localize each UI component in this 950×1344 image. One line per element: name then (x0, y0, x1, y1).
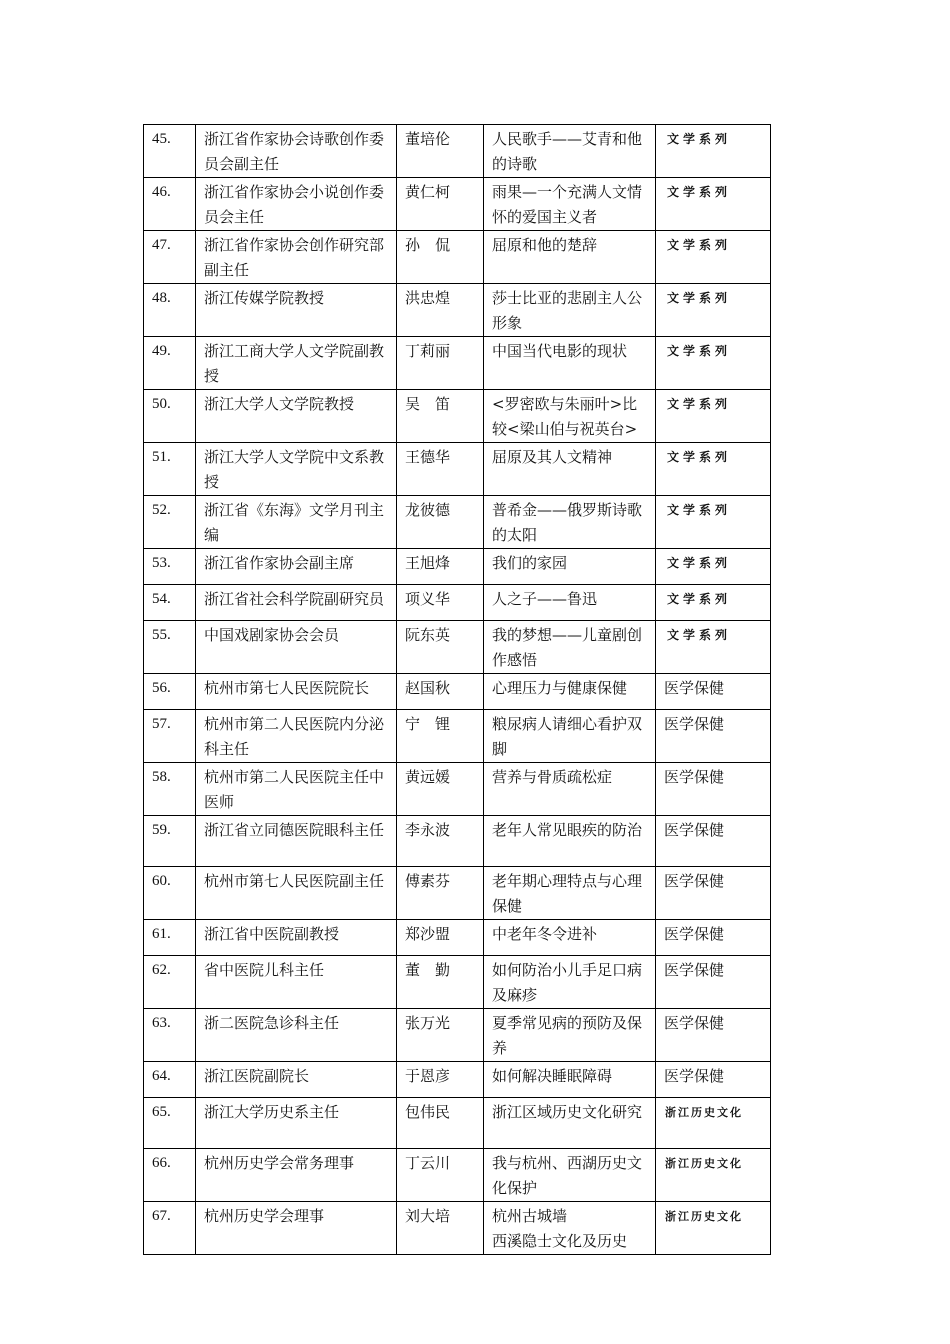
speaker-name: 傅素芬 (397, 867, 484, 920)
speaker-name: 黄远媛 (397, 763, 484, 816)
table-row (144, 231, 771, 284)
table-row (144, 549, 771, 585)
speaker-name: 吴 笛 (397, 390, 484, 443)
speaker-title: 浙江省《东海》文学月刊主编 (196, 496, 397, 549)
speaker-title: 浙江工商大学人文学院副教授 (196, 337, 397, 390)
speaker-name: 刘大培 (397, 1202, 484, 1255)
table-row (144, 284, 771, 337)
row-number: 66. (144, 1149, 196, 1202)
lecture-category: 文学系列 (656, 390, 771, 443)
lecture-category: 文学系列 (656, 337, 771, 390)
lecture-category: 医学保健 (656, 1009, 771, 1062)
table-row (144, 1202, 771, 1255)
speaker-title: 浙江传媒学院教授 (196, 284, 397, 337)
row-number: 60. (144, 867, 196, 920)
speaker-title: 杭州历史学会理事 (196, 1202, 397, 1255)
speaker-title: 浙江大学人文学院教授 (196, 390, 397, 443)
row-number: 61. (144, 920, 196, 956)
row-number: 57. (144, 710, 196, 763)
lecture-category: 文学系列 (656, 549, 771, 585)
lecture-category: 医学保健 (656, 867, 771, 920)
speaker-title: 省中医院儿科主任 (196, 956, 397, 1009)
lecture-topic: 粮尿病人请细心看护双脚 (484, 710, 656, 763)
lecture-topic: 营养与骨质疏松症 (484, 763, 656, 816)
table-body (144, 125, 771, 1255)
row-number: 63. (144, 1009, 196, 1062)
lecture-category: 文学系列 (656, 443, 771, 496)
table-row (144, 337, 771, 390)
speaker-name: 郑沙盟 (397, 920, 484, 956)
lecture-category: 浙江历史文化 (656, 1202, 771, 1255)
lecture-topic: <罗密欧与朱丽叶>比较<梁山伯与祝英台> (484, 390, 656, 443)
lecture-topic: 如何防治小儿手足口病及麻疹 (484, 956, 656, 1009)
table-row (144, 710, 771, 763)
speaker-name: 董 勤 (397, 956, 484, 1009)
speaker-title: 浙江省作家协会创作研究部副主任 (196, 231, 397, 284)
speaker-name: 宁 锂 (397, 710, 484, 763)
speaker-name: 孙 侃 (397, 231, 484, 284)
table-row (144, 1149, 771, 1202)
lecture-topic: 老年人常见眼疾的防治 (484, 816, 656, 867)
row-number: 51. (144, 443, 196, 496)
lecture-topic: 杭州古城墙 西溪隐士文化及历史 (484, 1202, 656, 1255)
table-row (144, 920, 771, 956)
table-row (144, 125, 771, 178)
row-number: 54. (144, 585, 196, 621)
lecture-category: 文学系列 (656, 178, 771, 231)
lecture-topic: 浙江区域历史文化研究 (484, 1098, 656, 1149)
speaker-title: 浙江医院副院长 (196, 1062, 397, 1098)
speaker-name: 李永波 (397, 816, 484, 867)
row-number: 49. (144, 337, 196, 390)
speaker-title: 杭州市第二人民医院主任中医师 (196, 763, 397, 816)
table-row (144, 674, 771, 710)
lecture-category: 文学系列 (656, 496, 771, 549)
speaker-name: 于恩彦 (397, 1062, 484, 1098)
speaker-name: 王旭烽 (397, 549, 484, 585)
table-row (144, 443, 771, 496)
row-number: 52. (144, 496, 196, 549)
speaker-title: 浙江省作家协会诗歌创作委员会副主任 (196, 125, 397, 178)
table-row (144, 585, 771, 621)
speaker-name: 龙彼德 (397, 496, 484, 549)
lecture-category: 文学系列 (656, 585, 771, 621)
speaker-title: 杭州市第七人民医院院长 (196, 674, 397, 710)
row-number: 62. (144, 956, 196, 1009)
speaker-title: 杭州市第七人民医院副主任 (196, 867, 397, 920)
speaker-name: 丁云川 (397, 1149, 484, 1202)
speaker-name: 阮东英 (397, 621, 484, 674)
speaker-title: 中国戏剧家协会会员 (196, 621, 397, 674)
table-row (144, 1009, 771, 1062)
lecturer-table (143, 124, 771, 1255)
speaker-title: 浙江大学人文学院中文系教授 (196, 443, 397, 496)
lecture-topic: 莎士比亚的悲剧主人公形象 (484, 284, 656, 337)
row-number: 47. (144, 231, 196, 284)
lecture-topic: 我们的家园 (484, 549, 656, 585)
speaker-name: 张万光 (397, 1009, 484, 1062)
row-number: 64. (144, 1062, 196, 1098)
row-number: 46. (144, 178, 196, 231)
table-row (144, 956, 771, 1009)
row-number: 59. (144, 816, 196, 867)
speaker-name: 王德华 (397, 443, 484, 496)
speaker-name: 包伟民 (397, 1098, 484, 1149)
lecture-topic: 中国当代电影的现状 (484, 337, 656, 390)
lecture-category: 医学保健 (656, 1062, 771, 1098)
speaker-title: 浙江省中医院副教授 (196, 920, 397, 956)
lecture-category: 医学保健 (656, 920, 771, 956)
lecture-topic: 屈原及其人文精神 (484, 443, 656, 496)
speaker-title: 浙江大学历史系主任 (196, 1098, 397, 1149)
lecture-category: 文学系列 (656, 231, 771, 284)
speaker-title: 浙江省作家协会副主席 (196, 549, 397, 585)
lecture-topic: 我与杭州、西湖历史文化保护 (484, 1149, 656, 1202)
lecture-topic: 中老年冬令进补 (484, 920, 656, 956)
row-number: 56. (144, 674, 196, 710)
lecture-topic: 人民歌手——艾青和他的诗歌 (484, 125, 656, 178)
speaker-title: 浙江省立同德医院眼科主任 (196, 816, 397, 867)
lecture-topic: 普希金——俄罗斯诗歌的太阳 (484, 496, 656, 549)
speaker-name: 项义华 (397, 585, 484, 621)
row-number: 55. (144, 621, 196, 674)
speaker-name: 董培伦 (397, 125, 484, 178)
speaker-title: 浙江省社会科学院副研究员 (196, 585, 397, 621)
speaker-title: 浙二医院急诊科主任 (196, 1009, 397, 1062)
lecture-topic: 雨果—一个充满人文情怀的爱国主义者 (484, 178, 656, 231)
lecture-topic: 心理压力与健康保健 (484, 674, 656, 710)
speaker-title: 杭州历史学会常务理事 (196, 1149, 397, 1202)
speaker-title: 浙江省作家协会小说创作委员会主任 (196, 178, 397, 231)
speaker-name: 黄仁柯 (397, 178, 484, 231)
speaker-name: 丁莉丽 (397, 337, 484, 390)
lecture-topic: 夏季常见病的预防及保养 (484, 1009, 656, 1062)
row-number: 65. (144, 1098, 196, 1149)
table-row (144, 621, 771, 674)
speaker-name: 洪忠煌 (397, 284, 484, 337)
lecture-category: 浙江历史文化 (656, 1149, 771, 1202)
lecture-topic: 人之子——鲁迅 (484, 585, 656, 621)
table-row (144, 816, 771, 867)
lecture-topic: 老年期心理特点与心理保健 (484, 867, 656, 920)
table-row (144, 496, 771, 549)
lecture-category: 医学保健 (656, 763, 771, 816)
row-number: 58. (144, 763, 196, 816)
lecture-category: 文学系列 (656, 621, 771, 674)
lecture-category: 医学保健 (656, 956, 771, 1009)
speaker-name: 赵国秋 (397, 674, 484, 710)
table-row (144, 763, 771, 816)
speaker-title: 杭州市第二人民医院内分泌科主任 (196, 710, 397, 763)
lecture-category: 医学保健 (656, 674, 771, 710)
row-number: 48. (144, 284, 196, 337)
table-row (144, 1062, 771, 1098)
lecture-category: 文学系列 (656, 125, 771, 178)
lecture-topic: 屈原和他的楚辞 (484, 231, 656, 284)
table-row (144, 178, 771, 231)
lecture-category: 医学保健 (656, 710, 771, 763)
table-row (144, 867, 771, 920)
row-number: 50. (144, 390, 196, 443)
table-row (144, 1098, 771, 1149)
row-number: 67. (144, 1202, 196, 1255)
row-number: 45. (144, 125, 196, 178)
table-row (144, 390, 771, 443)
lecture-category: 文学系列 (656, 284, 771, 337)
row-number: 53. (144, 549, 196, 585)
lecture-topic: 如何解决睡眠障碍 (484, 1062, 656, 1098)
lecture-category: 浙江历史文化 (656, 1098, 771, 1149)
lecture-category: 医学保健 (656, 816, 771, 867)
lecture-topic: 我的梦想——儿童剧创作感悟 (484, 621, 656, 674)
